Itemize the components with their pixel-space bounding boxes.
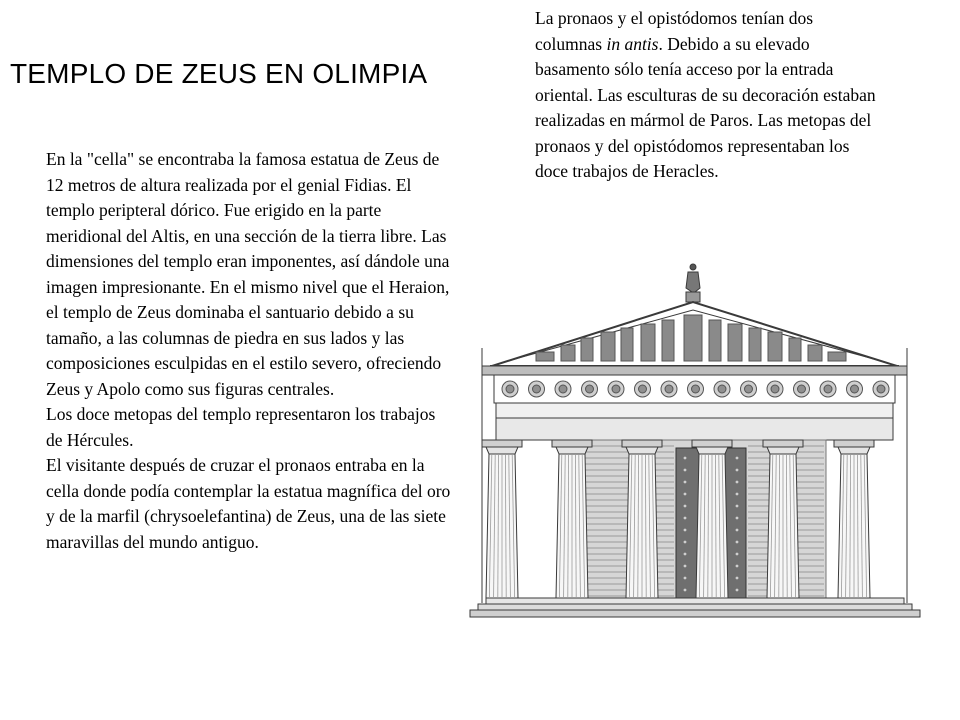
body-paragraph: En la "cella" se encontraba la famosa estatua de Zeus de 12 metros de altura realizada por el genial Fidias. El templo peripteral dórico. Fue erigido en la parte meridional del Altis, en una sección de la tierra libre. Las dimensiones del templo eran imponentes, así dándole una imagen impresionante. En el mismo nivel que el Heraion, el templo de Zeus dominaba el santuario debido a su tamaño, a las columnas de piedra en sus lados y las composiciones esculpidas en el estilo severo, ofreciendo Zeus y Apolo como sus figuras centrales. xyxy=(46,149,450,399)
page-title: TEMPLO DE ZEUS EN OLIMPIA xyxy=(10,58,428,89)
body-paragraph: El visitante después de cruzar el pronaos entraba en la cella donde podía contemplar la estatua magnífica del oro y de la marfil (chrysoelefantina) de Zeus, una de las siete maravillas del mundo antiguo. xyxy=(46,455,451,552)
intro-paragraph xyxy=(535,6,880,185)
intro-text-end: . Debido a su elevado basamento sólo tenía acceso por la entrada oriental. Las esculturas de su decoración estaban realizadas en mármol de Paros. Las metopas del pronaos y del opistódomos representaban los doce trabajos de Heracles. xyxy=(535,33,876,181)
intro-text-block xyxy=(535,6,880,185)
apex-statue-icon xyxy=(686,264,700,302)
intro-text-start: La pronaos y el opistódomos tenían dos columnas xyxy=(535,8,814,54)
body-paragraph: Los doce metopas del templo representaron los trabajos de Hércules. xyxy=(46,404,436,450)
body-text-block xyxy=(46,147,451,555)
temple-front-elevation-icon xyxy=(466,258,956,626)
pediment-sculpture xyxy=(536,315,846,361)
intro-italic-term: in antis xyxy=(606,33,659,54)
